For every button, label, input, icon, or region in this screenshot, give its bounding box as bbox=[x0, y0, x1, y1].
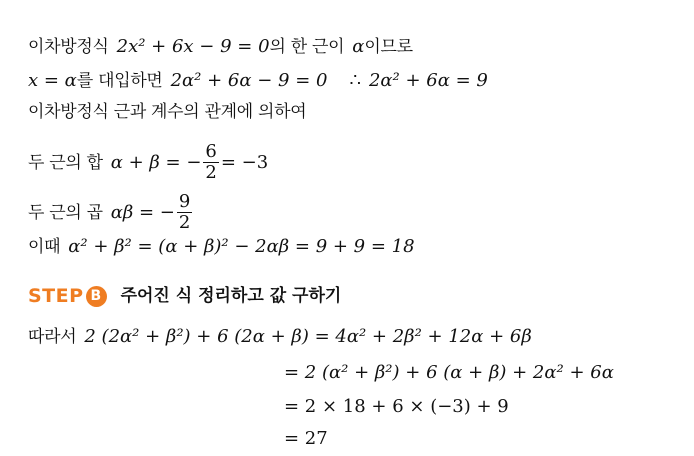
equation: = 27 bbox=[284, 428, 328, 449]
step-badge bbox=[28, 285, 107, 307]
line-vieta-intro bbox=[28, 101, 306, 123]
equation: x = α bbox=[28, 70, 77, 91]
line-expression-start bbox=[28, 326, 532, 348]
step-header bbox=[28, 285, 341, 307]
equation: α + β = − bbox=[110, 151, 202, 173]
equation: = 2 × 18 + 6 × (−3) + 9 bbox=[284, 396, 509, 417]
equation: αβ = − bbox=[110, 201, 175, 223]
fraction bbox=[203, 143, 218, 182]
label: 이때 bbox=[28, 237, 61, 257]
equation: 2x² + 6x − 9 = 0 bbox=[116, 36, 270, 57]
line-root-sum bbox=[28, 143, 268, 182]
text: 이므로 bbox=[364, 37, 413, 57]
equation: 2α² + 6α − 9 = 0 bbox=[170, 70, 328, 91]
line-expression-step-2 bbox=[284, 362, 614, 384]
step-letter-circle: B bbox=[86, 286, 107, 307]
equation: = −3 bbox=[220, 151, 269, 173]
numerator: 6 bbox=[205, 141, 217, 162]
label: 따라서 bbox=[28, 327, 77, 347]
alpha-symbol: α bbox=[352, 36, 365, 57]
text: 이차방정식 bbox=[28, 37, 109, 57]
line-square-sum bbox=[28, 236, 415, 258]
label: 두 근의 곱 bbox=[28, 202, 103, 223]
equation: 2 (2α² + β²) + 6 (2α + β) = 4α² + 2β² + 12α + 6β bbox=[84, 326, 532, 347]
text: 의 한 근이 bbox=[269, 37, 345, 57]
label: 두 근의 합 bbox=[28, 152, 103, 173]
text: 를 대입하면 bbox=[76, 71, 163, 91]
numerator: 9 bbox=[178, 191, 191, 212]
line-expression-step-3 bbox=[284, 396, 509, 418]
step-title: 주어진 식 정리하고 값 구하기 bbox=[120, 286, 342, 306]
text: 이차방정식 근과 계수의 관계에 의하여 bbox=[28, 102, 307, 122]
therefore-symbol: ∴ bbox=[349, 70, 361, 91]
line-root-product bbox=[28, 193, 194, 232]
line-expression-result bbox=[284, 428, 328, 450]
equation: 2α² + 6α = 9 bbox=[368, 70, 488, 91]
denominator: 2 bbox=[205, 162, 217, 183]
denominator: 2 bbox=[178, 212, 191, 233]
step-label: STEP bbox=[28, 285, 84, 307]
fraction bbox=[177, 193, 192, 232]
equation: α² + β² = (α + β)² − 2αβ = 9 + 9 = 18 bbox=[68, 236, 415, 257]
line-quadratic-root bbox=[28, 36, 413, 58]
line-substitution bbox=[28, 70, 488, 92]
equation: = 2 (α² + β²) + 6 (α + β) + 2α² + 6α bbox=[284, 362, 614, 383]
